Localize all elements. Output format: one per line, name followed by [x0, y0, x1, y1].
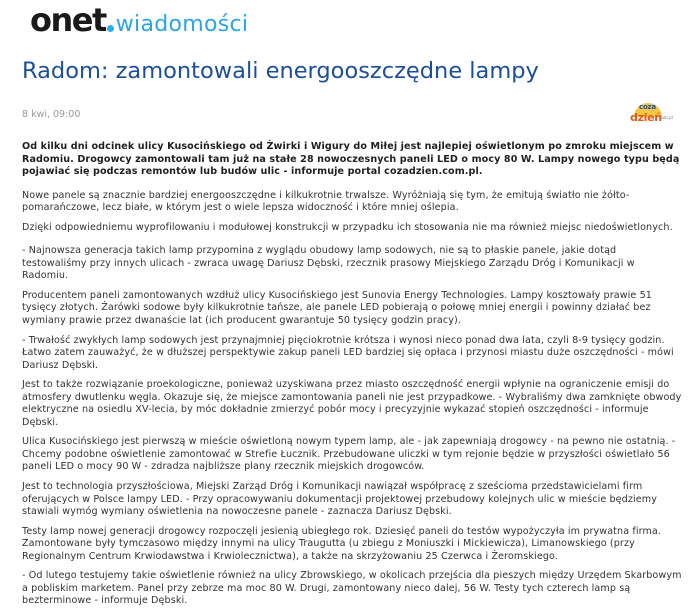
article-paragraph: Nowe panele są znacznie bardziej energooszczędne i kilkukrotnie trwalsze. Wyróżniają się tym, że emitują światło nie żółto-pomarańczowe, lecz białe, w którym jest o wiele lepsza widoczność i które mniej oślepia.	[22, 189, 630, 214]
logo-dot-icon	[107, 25, 114, 32]
article-body	[22, 141, 682, 615]
source-badge-line3: .com.pl	[658, 115, 673, 120]
article-paragraph: - Od lutego testujemy takie oświetlenie również na ulicy Zbrowskiego, w okolicach przejścia dla pieszych między Urzędem Skarbowym a pobliskim marketem. Panel przy zebrze ma moc 80 W. Drugi, zamontowany nieco dalej, 56 W. Testy tych czterech lamp są bezterminowe - informuje Dębski.	[22, 570, 682, 607]
onet-logo[interactable]	[30, 1, 249, 39]
article-paragraph: Producentem paneli zamontowanych wzdłuż ulicy Kusocińskiego jest Sunovia Energy Technologies. Lampy kosztowały prawie 51 tysięcy złotych. Żarówki sodowe były kilkukrotnie tańsze, ale panele LED pobierają o połowę mniej energii i powinny działać bez wymiany prawie przez dwanaście lat (ich producent gwarantuje 50 tysięcy godzin pracy).	[22, 289, 652, 327]
article-paragraph: - Trwałość zwykłych lamp sodowych jest przynajmniej pięciokrotnie krótsza i wynosi nieco ponad dwa lata, czyli 8-9 tysięcy godzin. Łatwo zatem zauważyć, że w dłuższej perspektywie zakup paneli LED bardziej się opłaca i przynosi miastu duże oszczędności - mówi Dariusz Dębski.	[22, 334, 674, 371]
article-paragraph: Testy lamp nowej generacji drogowcy rozpoczęli jesienią ubiegłego rok. Dziesięć paneli do testów wypożyczyła im prywatna firma. Zamontowane były tymczasowo między innymi na ulicy Traugutta (u zbiegu z Moniuszki i Mickiewicza), Limanowskiego (przy Regionalnym Centrum Krwiodawstwa i Krwiolecznictwa), a także na skrzyżowaniu 25 Czerwca i Żeromskiego.	[22, 525, 662, 562]
article-paragraph: Jest to technologia przyszłościowa, Miejski Zarząd Dróg i Komunikacji nawiązał współpracę z sześcioma przedstawicielami firm oferujących w Polsce lampy LED. - Przy opracowywaniu dokumentacji projektowej przebudowy kolejnych ulic w mieście będziemy stawiali wymóg wymiany oświetlenia na nowoczesne panele - zaznacza Dariusz Dębski.	[22, 481, 657, 518]
source-badge-line2: dzień	[630, 111, 662, 124]
article-paragraph: Ulica Kusocińskiego jest pierwszą w mieście oświetloną nowym typem lamp, ale - jak zapewniają drogowcy - na pewno nie ostatnią. - Chcemy podobne oświetlenie zamontować w Strefie Łucznik. Przebudowane uliczki w tym rejonie będzie w przyszłości oświetlało 56 paneli LED o mocy 90 W - zdradza najbliższe plany rzecznik miejskich drogowców.	[22, 436, 676, 473]
article-paragraph: Jest to także rozwiązanie proekologiczne, ponieważ uzyskiwana przez miasto oszczędność energii wpłynie na ograniczenie emisji do atmosfery dwutlenku węgla. Okazuje się, że miejsce zamontowania paneli nie jest przypadkowe. - Wybraliśmy dwa zamknięte obwody elektryczne na osiedlu XV-lecia, by móc dokładnie zmierzyć pobór mocy i precyzyjnie wykazać stopień oszczędności - informuje Dębski.	[22, 379, 682, 428]
article-paragraph: Dzięki odpowiedniemu wyprofilowaniu i modułowej konstrukcji w przypadku ich stosowania nie ma również miejsc niedoświetlonych.	[22, 221, 673, 233]
article-lead: Od kilku dni odcinek ulicy Kusocińskiego od Żwirki i Wigury do Miłej jest najlepiej oświetlonym po zmroku miejscem w Radomiu. Drogowcy zamontowali tam już na stałe 28 nowoczesnych paneli LED o mocy 80 W. Lampy nowego typu będą pojawiać się podczas remontów lub budów ulic - informuje portal cozadzien.com.pl.	[22, 141, 680, 178]
article-title: Radom: zamontowali energooszczędne lampy	[22, 58, 539, 84]
source-badge-cozadzien[interactable]	[624, 101, 673, 127]
logo-section-name: wiadomości	[115, 12, 249, 37]
source-badge-line1: coza	[639, 103, 656, 111]
article-date: 8 kwi, 09:00	[22, 109, 81, 120]
logo-brand: onet	[30, 1, 106, 39]
article-paragraph: - Najnowsza generacja takich lamp przypomina z wyglądu obudowy lamp sodowych, nie są to płaskie panele, jakie dotąd testowaliśmy przy innych ulicach - zwraca uwagę Dariusz Dębski, rzecznik prasowy Miejskiego Zarządu Dróg i Komunikacji w Radomiu.	[22, 245, 635, 282]
